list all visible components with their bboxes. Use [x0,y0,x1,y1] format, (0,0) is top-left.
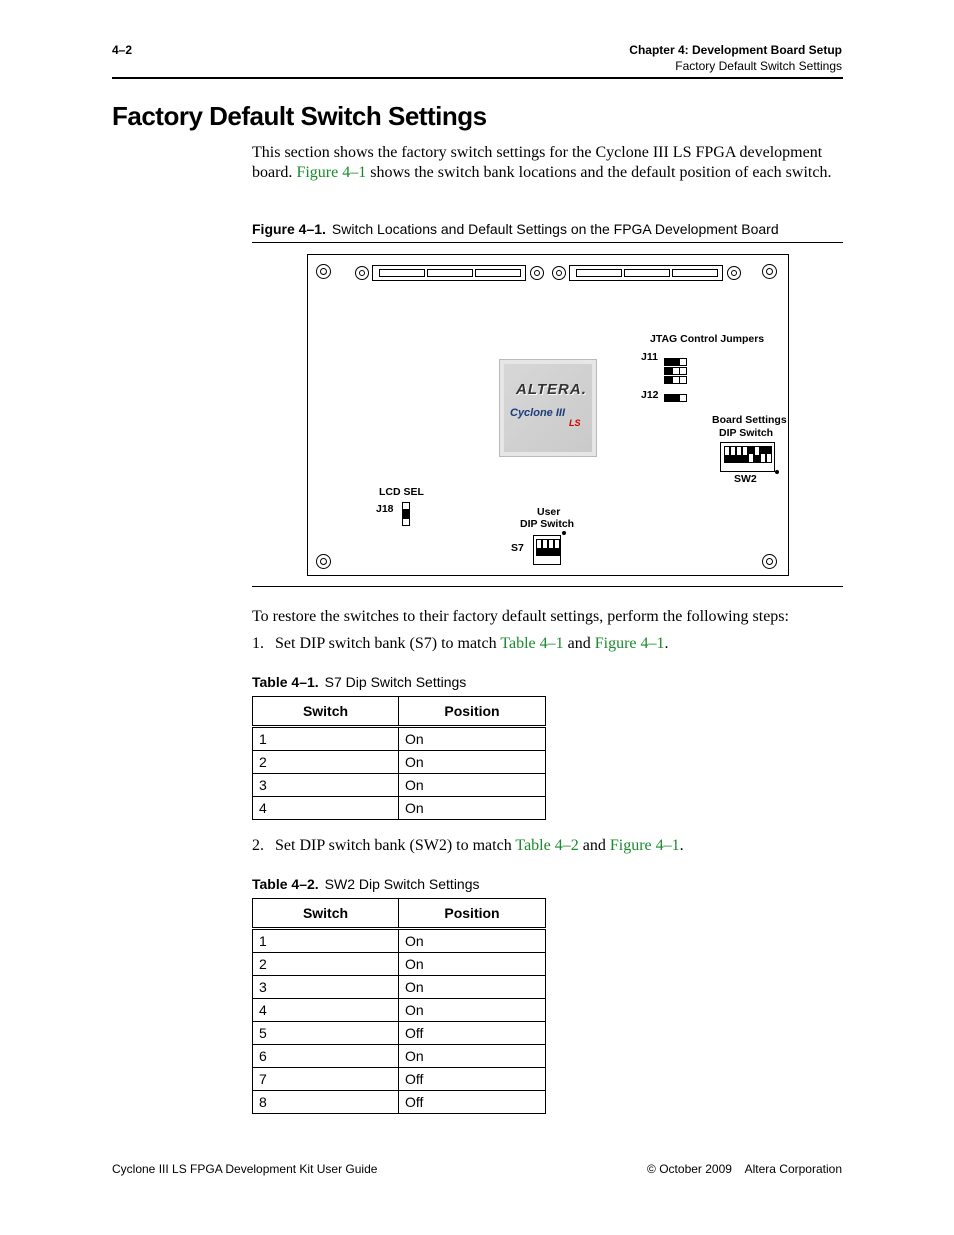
fpga-chip [499,359,597,457]
table2-caption [252,876,480,892]
jumper-pin [402,510,410,518]
ls-logo: LS [569,418,581,428]
board-dip-label: DIP Switch [719,427,774,439]
intro-paragraph [252,143,837,182]
lcd-sel-label: LCD SEL [379,486,424,498]
mount-hole-icon [762,264,777,279]
cyclone-logo: Cyclone III [510,407,566,419]
figure-link[interactable]: Figure 4–1 [594,635,665,652]
step-1 [252,635,669,653]
jumper-pin [402,502,410,510]
step-number: 2. [252,837,264,854]
step-text: and [563,635,595,652]
j11-label: J11 [641,351,658,363]
table-row: 8 Off [253,1091,546,1114]
table-row: 7 Off [253,1068,546,1091]
mount-hole-icon [552,266,566,280]
table1-label: Table 4–1. [252,674,319,690]
mount-hole-icon [530,266,544,280]
intro-text: This section shows the factory switch settings for the Cyclone III LS FPGA development board. [252,144,823,181]
step-text: . [679,837,684,854]
pin1-dot-icon [562,531,566,535]
jumper-pin [664,376,672,384]
s7-label: S7 [511,542,524,554]
jumper-pin [402,518,410,526]
table2-caption-text: SW2 Dip Switch Settings [324,876,480,892]
intro-text-2: shows the switch bank locations and the default position of each switch. [366,163,832,181]
page-number: 4–2 [112,43,133,57]
figure-link[interactable]: Figure 4–1 [296,163,367,181]
chapter-title: Chapter 4: Development Board Setup [629,43,842,57]
table2 [252,898,546,1114]
step-number: 1. [252,635,264,652]
restore-paragraph: To restore the switches to their factory default settings, perform the following steps: [252,608,789,625]
board-settings-label: Board Settings [712,414,787,426]
board-diagram [307,254,789,576]
table1-caption-text: S7 Dip Switch Settings [324,674,467,690]
table-row: 4 On [253,999,546,1022]
footer-guide-title: Cyclone III LS FPGA Development Kit User Guide [112,1162,378,1176]
table-row: 1 On [253,929,546,953]
table-row: 2 On [253,751,546,774]
table-row: 4 On [253,797,546,820]
step-text: Set DIP switch bank (SW2) to match [275,837,516,854]
table-header: Switch [253,899,399,929]
table-row: 3 On [253,976,546,999]
table1-caption [252,674,466,690]
header-rule [112,77,843,79]
table1 [252,696,546,820]
mount-hole-icon [316,554,331,569]
jumper-pin [664,358,672,366]
jumper-pin [679,394,687,402]
table-header: Switch [253,697,399,727]
figure-caption-text: Switch Locations and Default Settings on the FPGA Development Board [331,221,779,237]
user-dip-label: DIP Switch [520,518,575,530]
s7-dip-switch [533,535,561,565]
sw2-dip-switch [720,442,775,472]
table-header: Position [399,899,546,929]
table-row: 3 On [253,774,546,797]
jumper-pin [679,367,687,375]
step-text: and [578,837,610,854]
altera-logo: ALTERA. [516,381,587,398]
figure-caption [252,221,779,237]
figure-bottom-rule [252,586,843,587]
page-title: Factory Default Switch Settings [112,101,487,131]
table2-label: Table 4–2. [252,876,319,892]
mount-hole-icon [727,266,741,280]
jumper-pin [679,358,687,366]
table-link[interactable]: Table 4–2 [515,837,579,854]
jumper-pin [664,367,672,375]
figure-label: Figure 4–1. [252,221,326,237]
pin1-dot-icon [775,470,779,474]
hsmc-connector [569,265,723,281]
user-label: User [537,506,561,518]
hsmc-connector [372,265,526,281]
j12-label: J12 [641,389,659,401]
j18-label: J18 [376,503,394,515]
mount-hole-icon [355,266,369,280]
mount-hole-icon [316,264,331,279]
figure-top-rule [252,242,843,243]
step-text: . [664,635,669,652]
table-link[interactable]: Table 4–1 [500,635,564,652]
figure-link[interactable]: Figure 4–1 [609,837,680,854]
step-2 [252,837,684,855]
step-text: Set DIP switch bank (S7) to match [275,635,501,652]
mount-hole-icon [762,554,777,569]
footer-copyright: © October 2009 Altera Corporation [647,1162,842,1176]
table-row: 1 On [253,727,546,751]
jumper-pin [664,394,672,402]
table-row: 6 On [253,1045,546,1068]
table-row: 5 Off [253,1022,546,1045]
table-header: Position [399,697,546,727]
jtag-label: JTAG Control Jumpers [650,333,765,345]
table-row: 2 On [253,953,546,976]
sw2-label: SW2 [734,473,757,485]
jumper-pin [679,376,687,384]
section-title: Factory Default Switch Settings [675,59,842,73]
